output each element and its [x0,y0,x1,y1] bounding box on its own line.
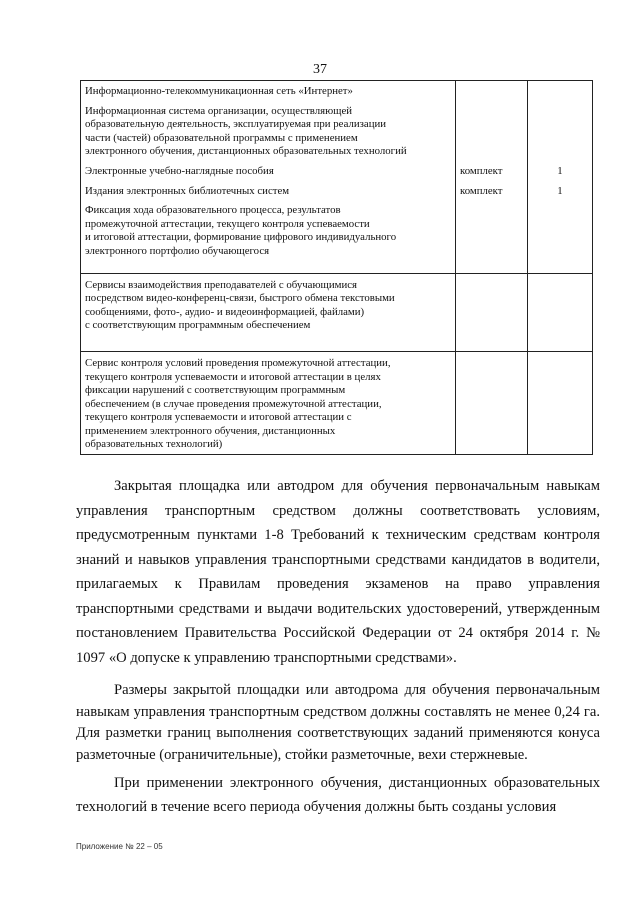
table-cell-qty [528,351,593,454]
paragraph-e-learning: При применении электронного обучения, дистанционных образовательных технологий в течение всего периода обучения должны быть созданы условия [76,775,600,815]
item-text: электронного портфолио обучающегося [85,244,270,257]
table-cell-name [81,81,456,274]
footer-appendix-note: Приложение № 22 – 05 [76,842,163,851]
table-cell-unit [456,273,528,351]
table-cell-qty [528,81,593,274]
item-text: сообщениями, фото-, аудио- и видеоинформацией, файлами) [85,305,365,318]
equipment-table [80,80,593,455]
item-text: применением электронного обучения, дистанционных [85,424,336,437]
unit-text: комплект [460,164,503,177]
item-text: Информационная система организации, осуществляющей [85,104,353,117]
item-text: промежуточной аттестации, текущего контроля успеваемости [85,217,370,230]
item-text: текущего контроля успеваемости и итоговой аттестации в целях [85,370,381,383]
item-text: обеспечением (в случае проведения промежуточной аттестации, [85,397,382,410]
item-text: Издания электронных библиотечных систем [85,184,290,197]
item-text: с соответствующим программным обеспечением [85,319,311,332]
item-text: Фиксация хода образовательного процесса, результатов [85,204,341,217]
qty-text: 1 [557,184,563,197]
item-text: образовательную деятельность, эксплуатируемая при реализации [85,118,387,131]
item-text: и итоговой аттестации, формирование цифрового индивидуального [85,231,397,244]
item-text: образовательных технологий) [85,438,223,451]
paragraph-ground-size: Размеры закрытой площадки или автодрома для обучения первоначальным навыкам управления транспортным средством должны составлять не менее 0,24 га. Для разметки границ выполнения соответствующих заданий применяются конуса разметочные (ограничительные), стойки разметочные, вехи стержневые. [76,682,600,763]
table-cell-unit [456,81,528,274]
page-number: 37 [313,62,327,77]
table-cell-unit [456,351,528,454]
item-text: Электронные учебно-наглядные пособия [85,164,274,177]
table-cell-qty [528,273,593,351]
item-text: части (частей) образовательной программы с применением [85,131,358,144]
table-row [81,81,593,274]
item-text: Сервисы взаимодействия преподавателей с обучающимися [85,278,357,291]
item-text: Информационно-телекоммуникационная сеть «Интернет» [85,85,353,97]
table-row [81,273,593,351]
qty-text: 1 [557,164,563,177]
item-text: посредством видео-конференц-связи, быстрого обмена текстовыми [85,292,395,305]
paragraph-training-ground: Закрытая площадка или автодром для обучения первоначальным навыкам управления транспортным средством должны соответствовать условиям, предусмотренным пунктами 1-8 Требований к техническим средствам контроля знаний и навыков управления транспортными средствами кандидатов в водители, прилагаемых к Правилам проведения экзаменов на право управления транспортными средствами и выдачи водительских удостоверений, утвержденным постановлением Правительства Российской Федерации от 24 октября 2014 г. № 1097 «О допуске к управлению транспортными средствами». [76,478,600,666]
item-text: электронного обучения, дистанционных образовательных технологий [85,145,407,158]
item-text: фиксации нарушений с соответствующим программным [85,384,346,397]
unit-text: комплект [460,184,503,197]
table-cell-name [81,351,456,454]
table-cell-name [81,273,456,351]
item-text: Сервис контроля условий проведения промежуточной аттестации, [85,356,391,369]
item-text: текущего контроля успеваемости и итоговой аттестации с [85,411,352,424]
table-row [81,351,593,454]
